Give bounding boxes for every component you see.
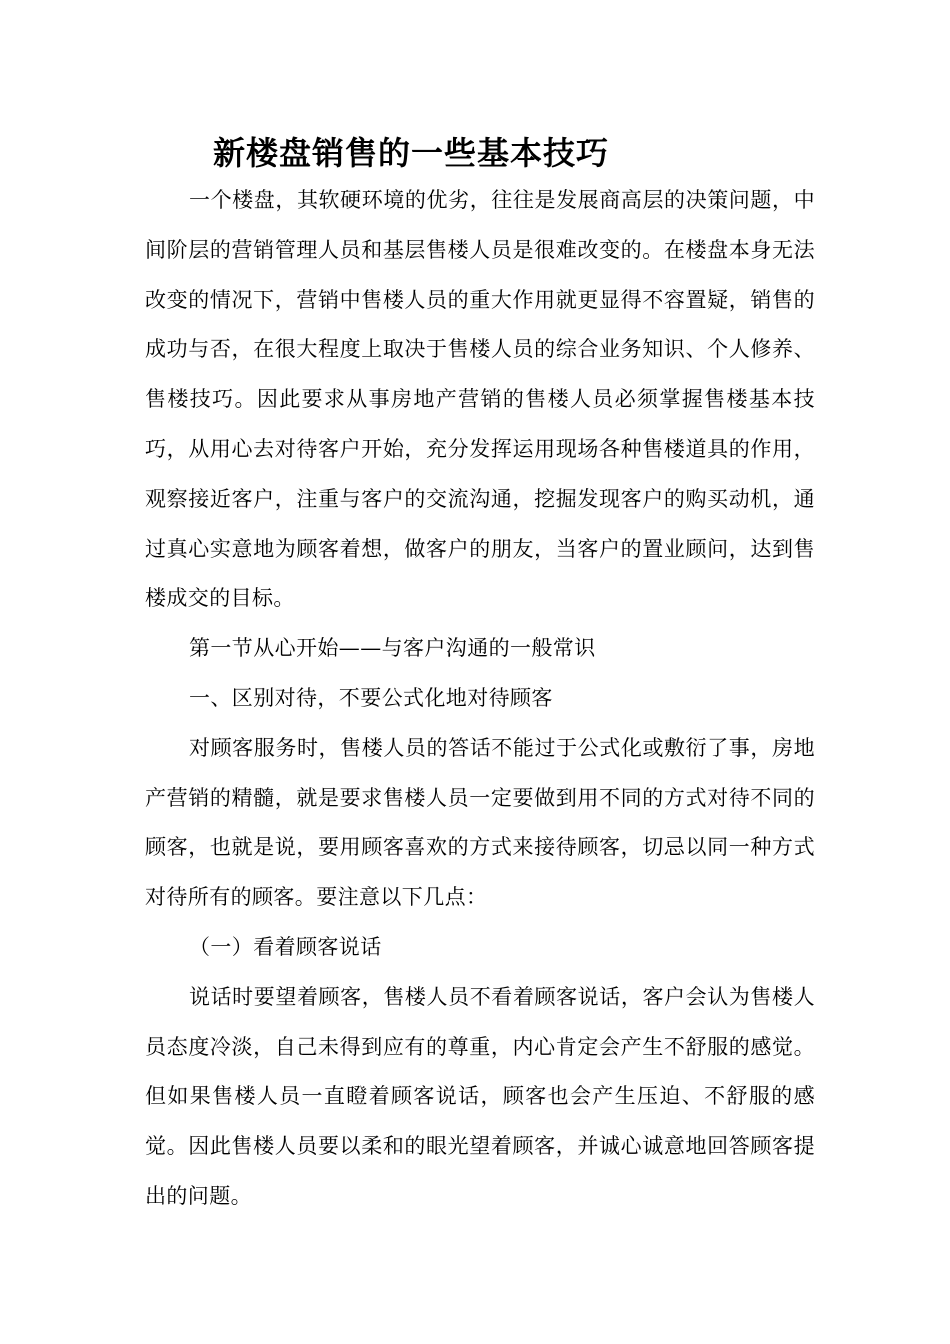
subsection-heading: 一、区别对待，不要公式化地对待顾客	[189, 685, 553, 710]
document-title: 新楼盘销售的一些基本技巧	[213, 134, 610, 172]
service-paragraph: 对顾客服务时，售楼人员的答话不能过于公式化或敷衍了事，房地产营销的精髓，就是要求售楼人员一定要做到用不同的方式对待不同的顾客，也就是说，要用顾客喜欢的方式来接待顾客，切忌以同一种方式对待所有的顾客。要注意以下几点：	[145, 735, 815, 910]
intro-paragraph: 一个楼盘，其软硬环境的优劣，往往是发展商高层的决策问题，中间阶层的营销管理人员和基层售楼人员是很难改变的。在楼盘本身无法改变的情况下，营销中售楼人员的重大作用就更显得不容置疑，销售的成功与否，在很大程度上取决于售楼人员的综合业务知识、个人修养、售楼技巧。因此要求从事房地产营销的售楼人员必须掌握售楼基本技巧，从用心去对待客户开始，充分发挥运用现场各种售楼道具的作用，观察接近客户，注重与客户的交流沟通，挖掘发现客户的购买动机，通过真心实意地为顾客着想，做客户的朋友，当客户的置业顾问，达到售楼成交的目标。	[145, 188, 815, 611]
document-body	[145, 176, 815, 1222]
section-heading: 第一节从心开始——与客户沟通的一般常识	[189, 636, 596, 661]
eye-contact-paragraph: 说话时要望着顾客，售楼人员不看着顾客说话，客户会认为售楼人员态度冷淡，自己未得到应有的尊重，内心肯定会产生不舒服的感觉。但如果售楼人员一直瞪着顾客说话，顾客也会产生压迫、不舒服的感觉。因此售楼人员要以柔和的眼光望着顾客，并诚心诚意地回答顾客提出的问题。	[145, 984, 815, 1208]
point-heading: （一）看着顾客说话	[189, 934, 382, 959]
